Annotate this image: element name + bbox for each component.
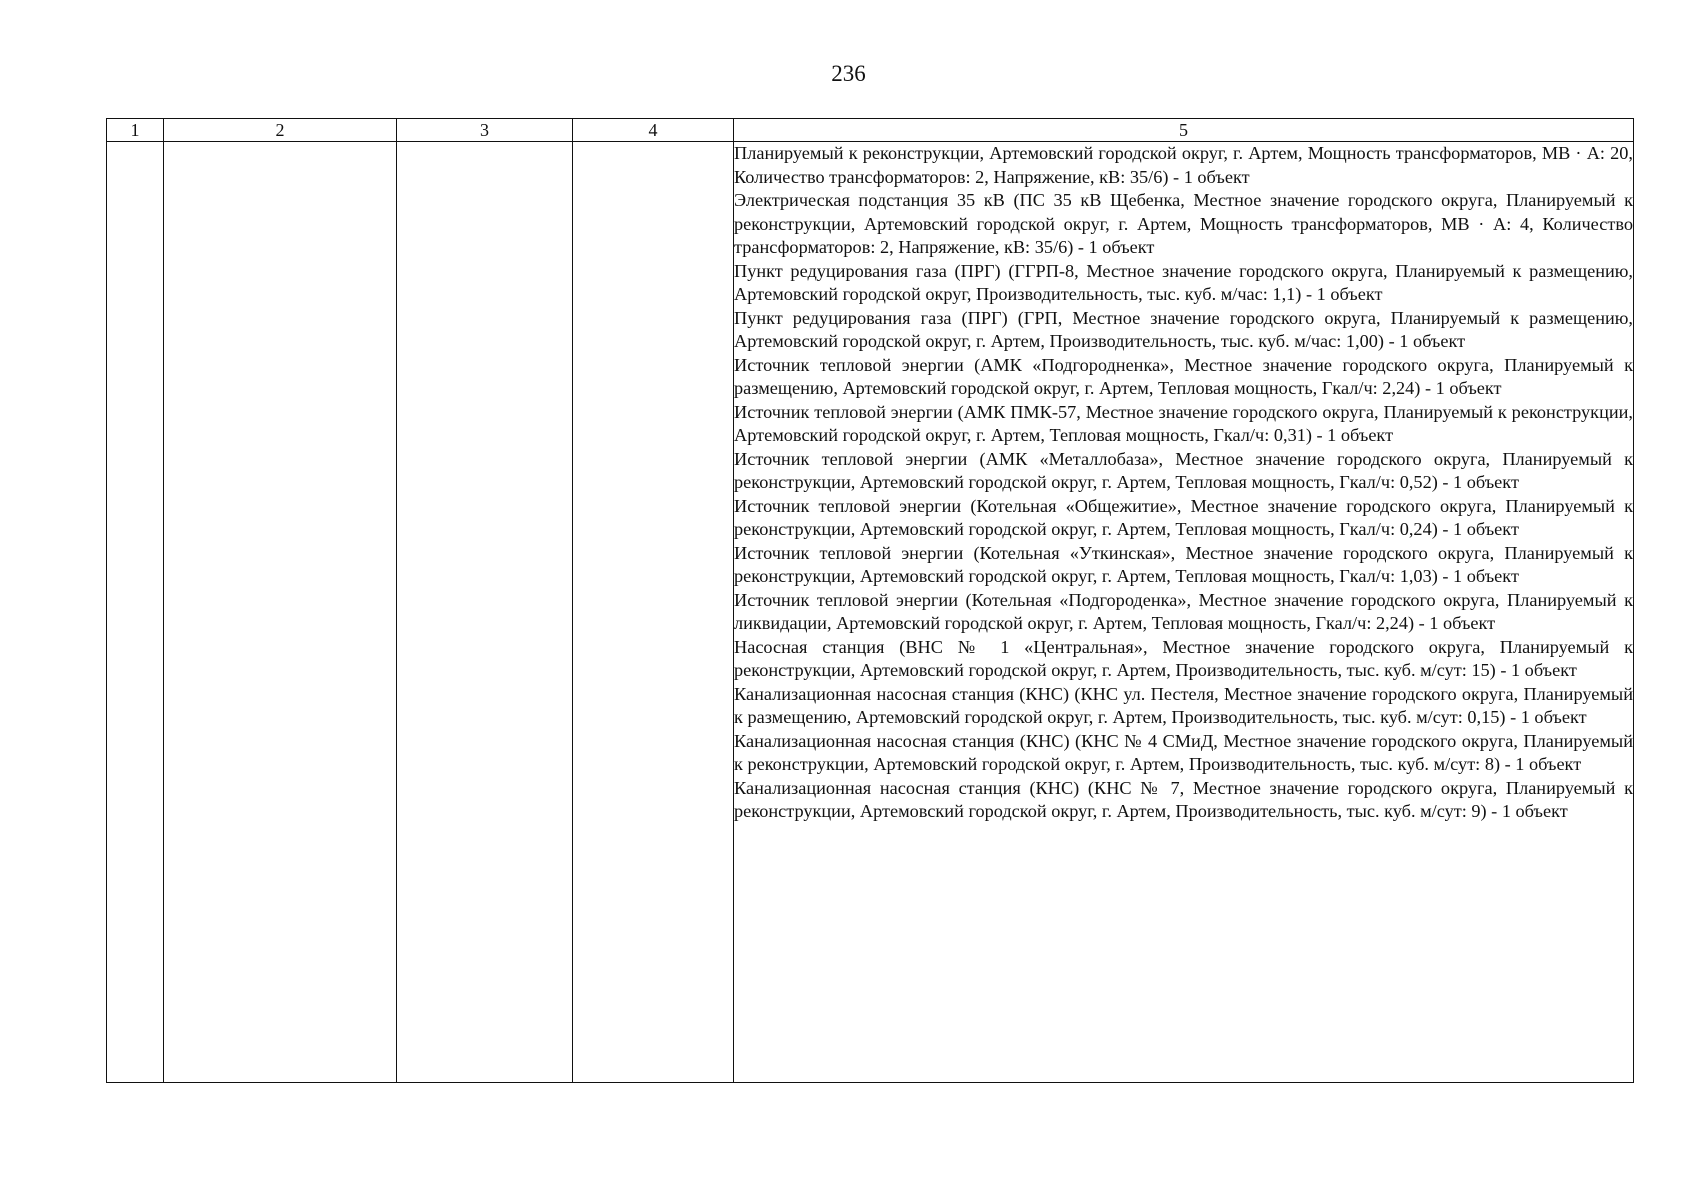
- entry-text: Канализационная насосная станция (КНС) (КНС № 4 СМиД, Местное значение городского округа, Планируемый к реконструкции, Артемовский городской округ, г. Артем, Производительность, тыс. куб. м/сут: 8) - 1 объект: [734, 730, 1633, 774]
- entry-text: Источник тепловой энергии (Котельная «Уткинская», Местное значение городского округа, Планируемый к реконструкции, Артемовский городской округ, г. Артем, Тепловая мощность, Гкал/ч: 1,03) - 1 объект: [734, 542, 1633, 586]
- entry-text: Пункт редуцирования газа (ПРГ) (ГГРП-8, Местное значение городского округа, Планируемый к размещению, Артемовский городской округ, Производительность, тыс. куб. м/час: 1,1) - 1 объект: [734, 260, 1633, 304]
- column-header-4: 4: [573, 119, 734, 142]
- entry-text: Источник тепловой энергии (АМК «Подгородненка», Местное значение городского округа, Планируемый к размещению, Артемовский городской округ, г. Артем, Тепловая мощность, Гкал/ч: 2,24) - 1 объект: [734, 354, 1633, 398]
- entry-text: Источник тепловой энергии (АМК «Металлобаза», Местное значение городского округа, Планируемый к реконструкции, Артемовский городской округ, г. Артем, Тепловая мощность, Гкал/ч: 0,52) - 1 объект: [734, 448, 1633, 492]
- page-number: 236: [831, 61, 866, 86]
- table-header-row: [107, 119, 1634, 142]
- column-header-1: 1: [107, 119, 164, 142]
- column-header-5: 5: [734, 119, 1634, 142]
- entry-text: Пункт редуцирования газа (ПРГ) (ГРП, Местное значение городского округа, Планируемый к размещению, Артемовский городской округ, г. Артем, Производительность, тыс. куб. м/час: 1,00) - 1 объект: [734, 307, 1633, 351]
- entry-text: Планируемый к реконструкции, Артемовский городской округ, г. Артем, Мощность трансформаторов, МВ · А: 20, Количество трансформаторов: 2, Напряжение, кВ: 35/6) - 1 объект: [734, 143, 1633, 187]
- cell-col-5-entries: [734, 142, 1634, 1083]
- entry-text: Канализационная насосная станция (КНС) (КНС ул. Пестеля, Местное значение городского округа, Планируемый к размещению, Артемовский городской округ, г. Артем, Производительность, тыс. куб. м/сут: 0,15) - 1 объект: [734, 683, 1633, 727]
- entry-text: Насосная станция (ВНС № 1 «Центральная», Местное значение городского округа, Планируемый к реконструкции, Артемовский городской округ, г. Артем, Производительность, тыс. куб. м/сут: 15) - 1 объект: [734, 636, 1633, 680]
- entry-text: Источник тепловой энергии (Котельная «Общежитие», Местное значение городского округа, Планируемый к реконструкции, Артемовский городской округ, г. Артем, Тепловая мощность, Гкал/ч: 0,24) - 1 объект: [734, 495, 1633, 539]
- cell-col-3: [397, 142, 573, 1083]
- entry-text: Источник тепловой энергии (Котельная «Подгороденка», Местное значение городского округа, Планируемый к ликвидации, Артемовский городской округ, г. Артем, Тепловая мощность, Гкал/ч: 2,24) - 1 объект: [734, 589, 1633, 633]
- document-table: [106, 118, 1634, 1083]
- column-header-3: 3: [397, 119, 573, 142]
- cell-col-1: [107, 142, 164, 1083]
- column-header-2: 2: [164, 119, 397, 142]
- table-row: [107, 142, 1634, 1083]
- cell-col-2: [164, 142, 397, 1083]
- entry-text: Электрическая подстанция 35 кВ (ПС 35 кВ Щебенка, Местное значение городского округа, Планируемый к реконструкции, Артемовский городской округ, г. Артем, Мощность трансформаторов, МВ · А: 4, Количество трансформаторов: 2, Напряжение, кВ: 35/6) - 1 объект: [734, 190, 1633, 257]
- entry-text: Источник тепловой энергии (АМК ПМК-57, Местное значение городского округа, Планируемый к реконструкции, Артемовский городской округ, г. Артем, Тепловая мощность, Гкал/ч: 0,31) - 1 объект: [734, 401, 1633, 445]
- cell-col-4: [573, 142, 734, 1083]
- entry-text: Канализационная насосная станция (КНС) (КНС № 7, Местное значение городского округа, Планируемый к реконструкции, Артемовский городской округ, г. Артем, Производительность, тыс. куб. м/сут: 9) - 1 объект: [734, 777, 1633, 821]
